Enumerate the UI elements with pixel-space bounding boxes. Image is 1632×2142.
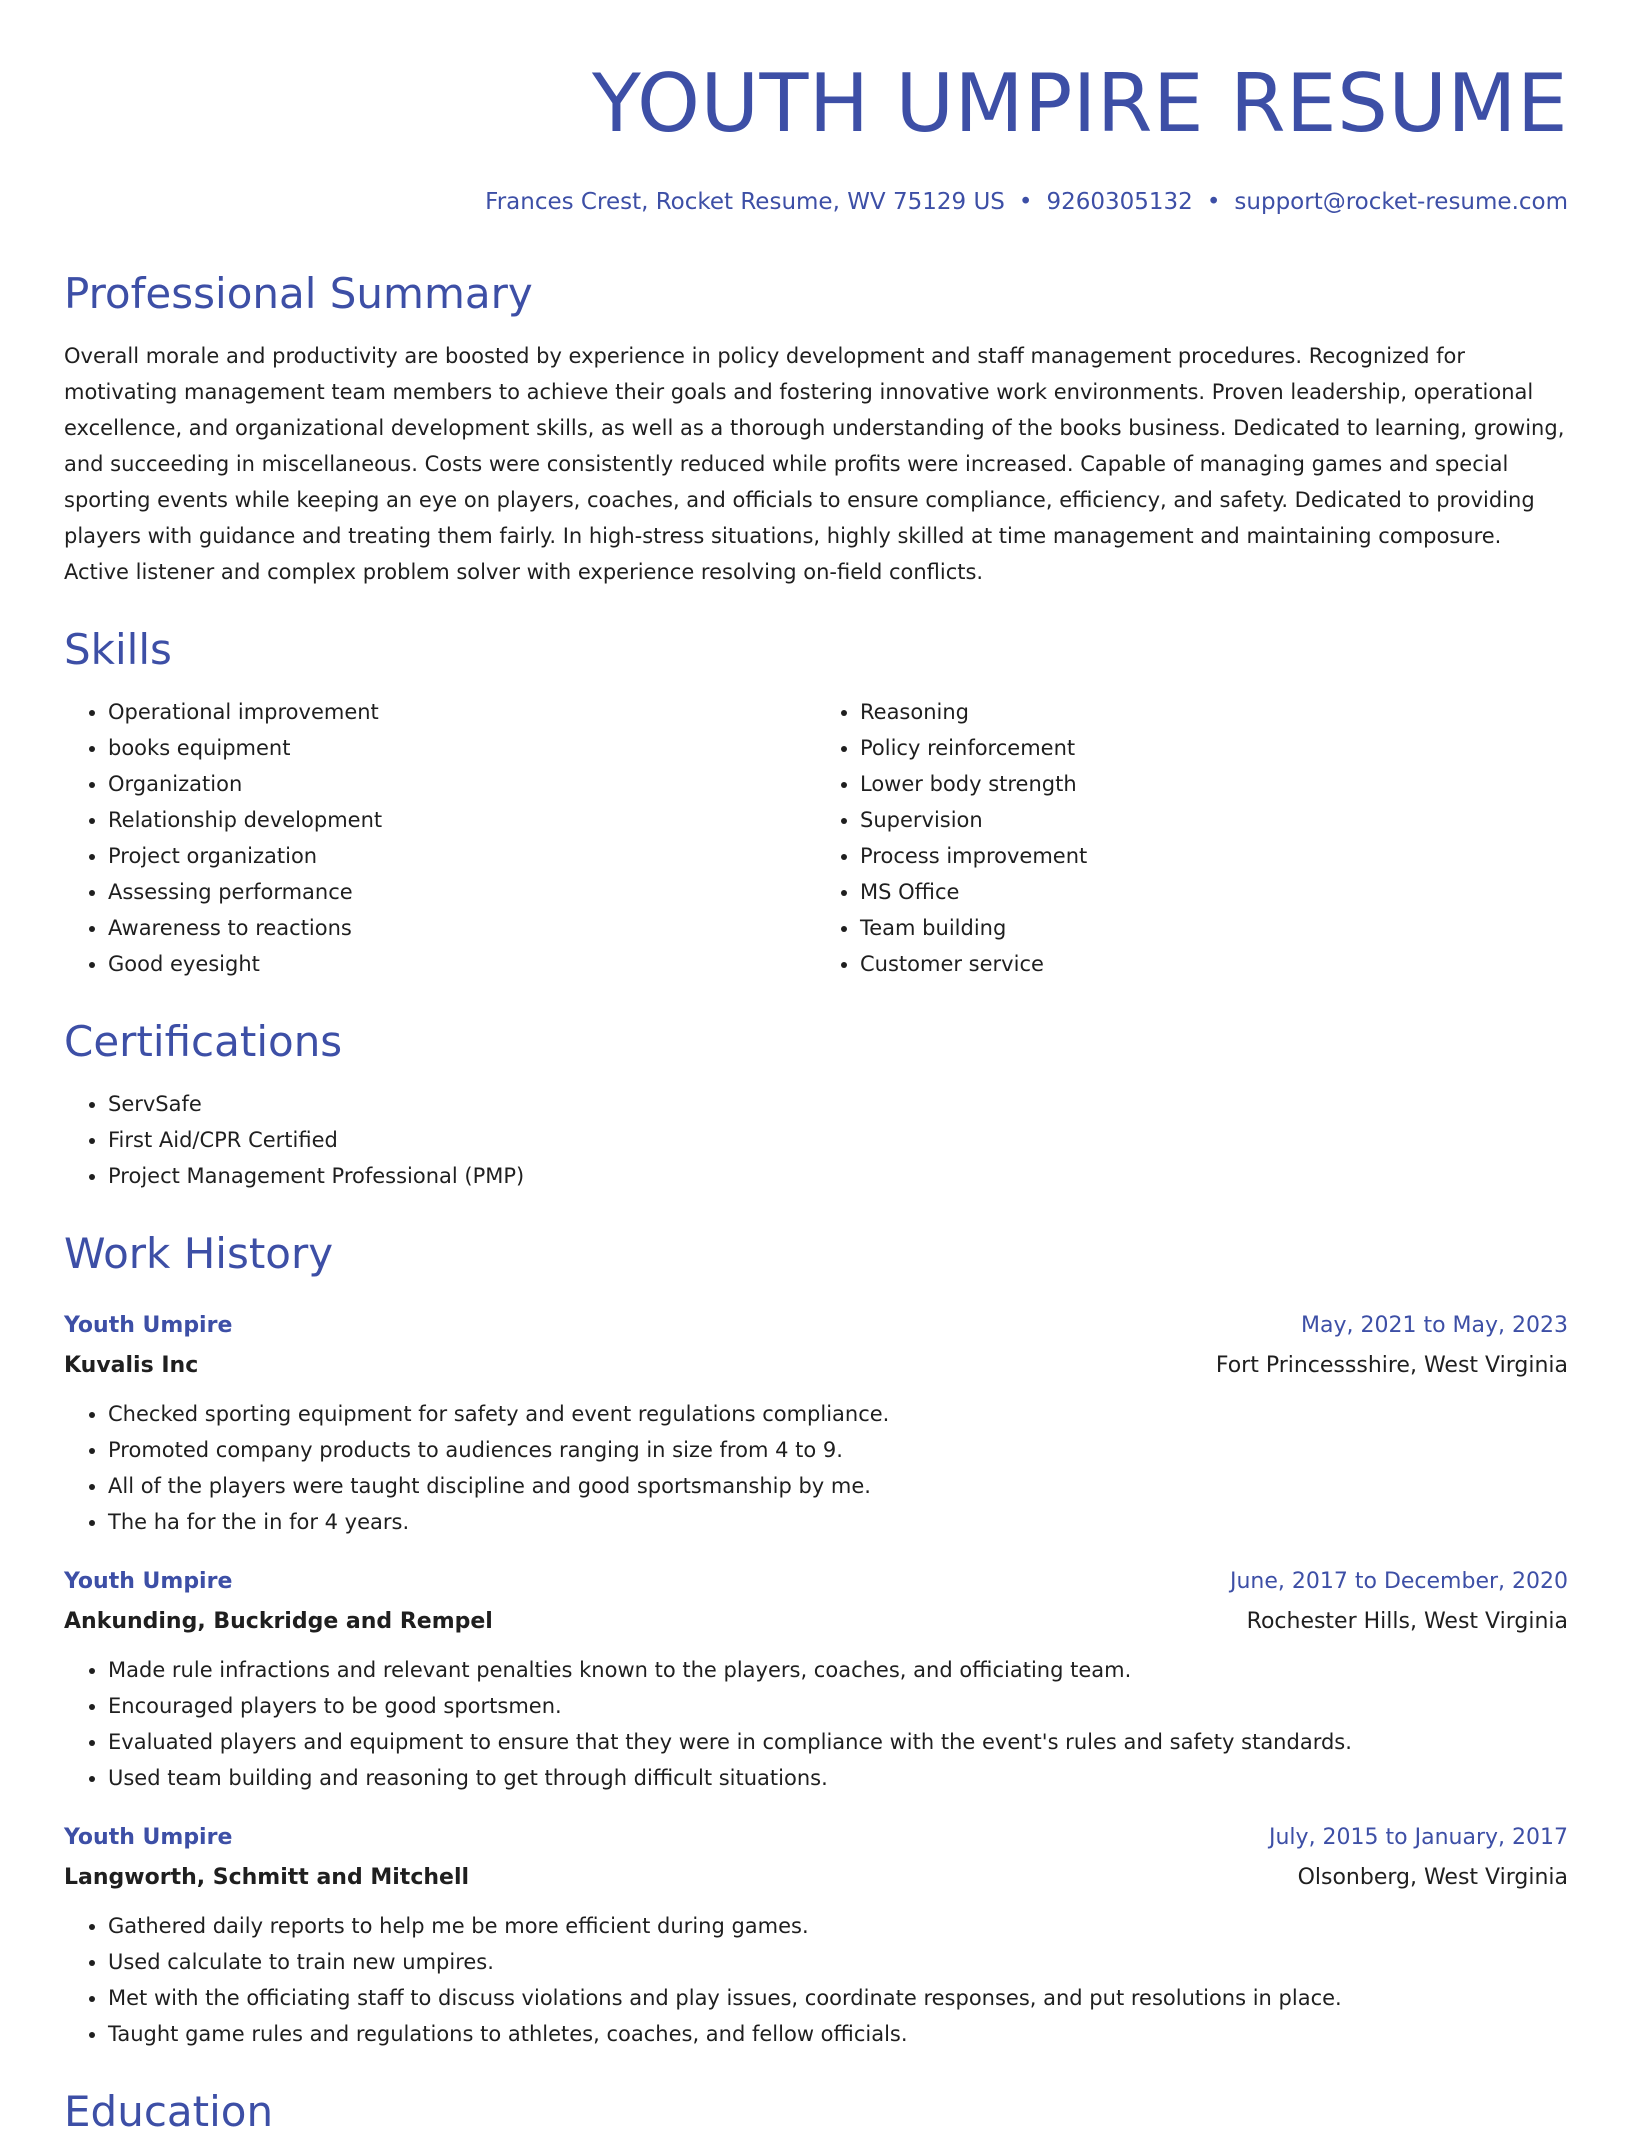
skills-list [64, 694, 1568, 982]
contact-address: Frances Crest, Rocket Resume, WV 75129 US [485, 189, 1005, 215]
skills-heading: Skills [64, 625, 172, 674]
job-bullet: • Evaluated players and equipment to ensure that they were in compliance with the event's rules and safety standards. [108, 1724, 1568, 1760]
job-dates: June, 2017 to December, 2020 [1229, 1569, 1568, 1594]
job-bullets [64, 1908, 1568, 2052]
job-company: Ankunding, Buckridge and Rempel [64, 1609, 493, 1634]
skill-item: • Lower body strength [860, 766, 1568, 802]
skills-left-column [64, 694, 816, 982]
job-bullet: • All of the players were taught discipline and good sportsmanship by me. [108, 1468, 1568, 1504]
summary-text: Overall morale and productivity are boosted by experience in policy development and staff management procedures. Recognized for motivating management team members to achieve their goals and fostering innovative work environments. Proven leadership, operational excellence, and organizational development skills, as well as a thorough understanding of the books business. Dedicated to learning, growing, and succeeding in miscellaneous. Costs were consistently reduced while profits were increased. Capable of managing games and special sporting events while keeping an eye on players, coaches, and officials to ensure compliance, efficiency, and safety. Dedicated to providing players with guidance and treating them fairly. In high-stress situations, highly skilled at time management and maintaining composure. Active listener and complex problem solver with experience resolving on-field conflicts. [64, 344, 1565, 584]
job-company-row [64, 1858, 1568, 1898]
job-bullet: • Gathered daily reports to help me be more efficient during games. [108, 1908, 1568, 1944]
job-company-row [64, 1346, 1568, 1386]
certifications-heading: Certifications [64, 1017, 343, 1066]
job-company: Langworth, Schmitt and Mitchell [64, 1865, 470, 1890]
work-history-heading: Work History [64, 1229, 334, 1278]
skill-item: • Operational improvement [108, 694, 816, 730]
job-bullet: • Used team building and reasoning to get through difficult situations. [108, 1760, 1568, 1796]
skill-item: • books equipment [108, 730, 816, 766]
job-bullet: • The ha for the in for 4 years. [108, 1504, 1568, 1540]
job-company: Kuvalis Inc [64, 1353, 199, 1378]
skill-item: • Process improvement [860, 838, 1568, 874]
job-title: Youth Umpire [64, 1313, 233, 1338]
job-location: Fort Princessshire, West Virginia [1215, 1353, 1568, 1378]
skill-item: • Project organization [108, 838, 816, 874]
skill-item: • Customer service [860, 946, 1568, 982]
job-bullet: • Used calculate to train new umpires. [108, 1944, 1568, 1980]
skill-item: • Assessing performance [108, 874, 816, 910]
certification-item: • ServSafe [108, 1086, 1568, 1122]
job-dates: July, 2015 to January, 2017 [1269, 1825, 1568, 1850]
skill-item: • Organization [108, 766, 816, 802]
job-title: Youth Umpire [64, 1569, 233, 1594]
job-bullet: • Met with the officiating staff to discuss violations and play issues, coordinate responses, and put resolutions in place. [108, 1980, 1568, 2016]
skills-right-column [816, 694, 1568, 982]
job-bullet: • Promoted company products to audiences ranging in size from 4 to 9. [108, 1432, 1568, 1468]
contact-separator: • [1018, 189, 1033, 215]
certifications-list [64, 1086, 1568, 1194]
job-title-row [64, 1818, 1568, 1858]
job-title-row [64, 1562, 1568, 1602]
certification-item: • First Aid/CPR Certified [108, 1122, 1568, 1158]
contact-phone: 9260305132 [1046, 189, 1193, 215]
job-entry [64, 1306, 1568, 1540]
job-bullets [64, 1396, 1568, 1540]
contact-separator: • [1206, 189, 1221, 215]
job-bullets [64, 1652, 1568, 1796]
contact-line [64, 184, 1568, 220]
job-title-row [64, 1306, 1568, 1346]
job-dates: May, 2021 to May, 2023 [1301, 1313, 1568, 1338]
job-bullet: • Taught game rules and regulations to athletes, coaches, and fellow officials. [108, 2016, 1568, 2052]
certification-item: • Project Management Professional (PMP) [108, 1158, 1568, 1194]
job-bullet: • Made rule infractions and relevant penalties known to the players, coaches, and officiating team. [108, 1652, 1568, 1688]
job-bullet: • Encouraged players to be good sportsmen. [108, 1688, 1568, 1724]
contact-email: support@rocket-resume.com [1234, 189, 1568, 215]
resume-title: YOUTH UMPIRE RESUME [592, 57, 1568, 150]
skill-item: • Good eyesight [108, 946, 816, 982]
job-entry [64, 1562, 1568, 1796]
skill-item: • Relationship development [108, 802, 816, 838]
skill-item: • Reasoning [860, 694, 1568, 730]
summary-heading: Professional Summary [64, 269, 533, 318]
job-entry [64, 1818, 1568, 2052]
skill-item: • Awareness to reactions [108, 910, 816, 946]
job-location: Olsonberg, West Virginia [1297, 1865, 1568, 1890]
education-heading: Education [64, 2087, 274, 2136]
skill-item: • MS Office [860, 874, 1568, 910]
skill-item: • Supervision [860, 802, 1568, 838]
job-bullet: • Checked sporting equipment for safety and event regulations compliance. [108, 1396, 1568, 1432]
skill-item: • Policy reinforcement [860, 730, 1568, 766]
job-location: Rochester Hills, West Virginia [1246, 1609, 1568, 1634]
skill-item: • Team building [860, 910, 1568, 946]
job-company-row [64, 1602, 1568, 1642]
job-title: Youth Umpire [64, 1825, 233, 1850]
